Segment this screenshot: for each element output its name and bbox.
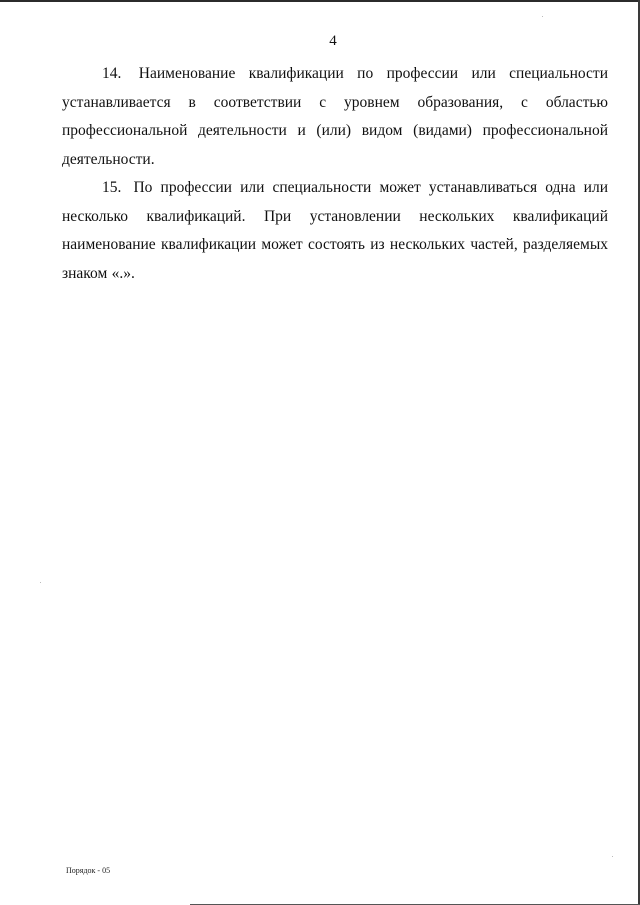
scan-edge-top xyxy=(0,0,640,2)
paragraph-15 xyxy=(62,174,608,288)
page-number: 4 xyxy=(329,33,337,49)
scan-speck xyxy=(612,856,613,857)
paragraph-text: По профессии или специальности может устанавливаться одна или несколько квалификаций. При установлении нескольких квалификаций наименование квалификации может состоять из нескольких частей, разделяемых знаком «.». xyxy=(62,179,609,282)
scan-speck xyxy=(542,16,543,17)
paragraph-number: 14. xyxy=(102,65,122,82)
footer-form-code: Порядок - 05 xyxy=(66,866,111,875)
scan-speck xyxy=(40,582,41,583)
document-body xyxy=(62,60,608,288)
paragraph-number: 15. xyxy=(102,179,122,196)
paragraph-text: Наименование квалификации по профессии или специальности устанавливается в соответствии с уровнем образования, с областью профессиональной деятельности и (или) видом (видами) профессиональной деятельности. xyxy=(62,65,608,168)
paragraph-14 xyxy=(62,60,608,174)
